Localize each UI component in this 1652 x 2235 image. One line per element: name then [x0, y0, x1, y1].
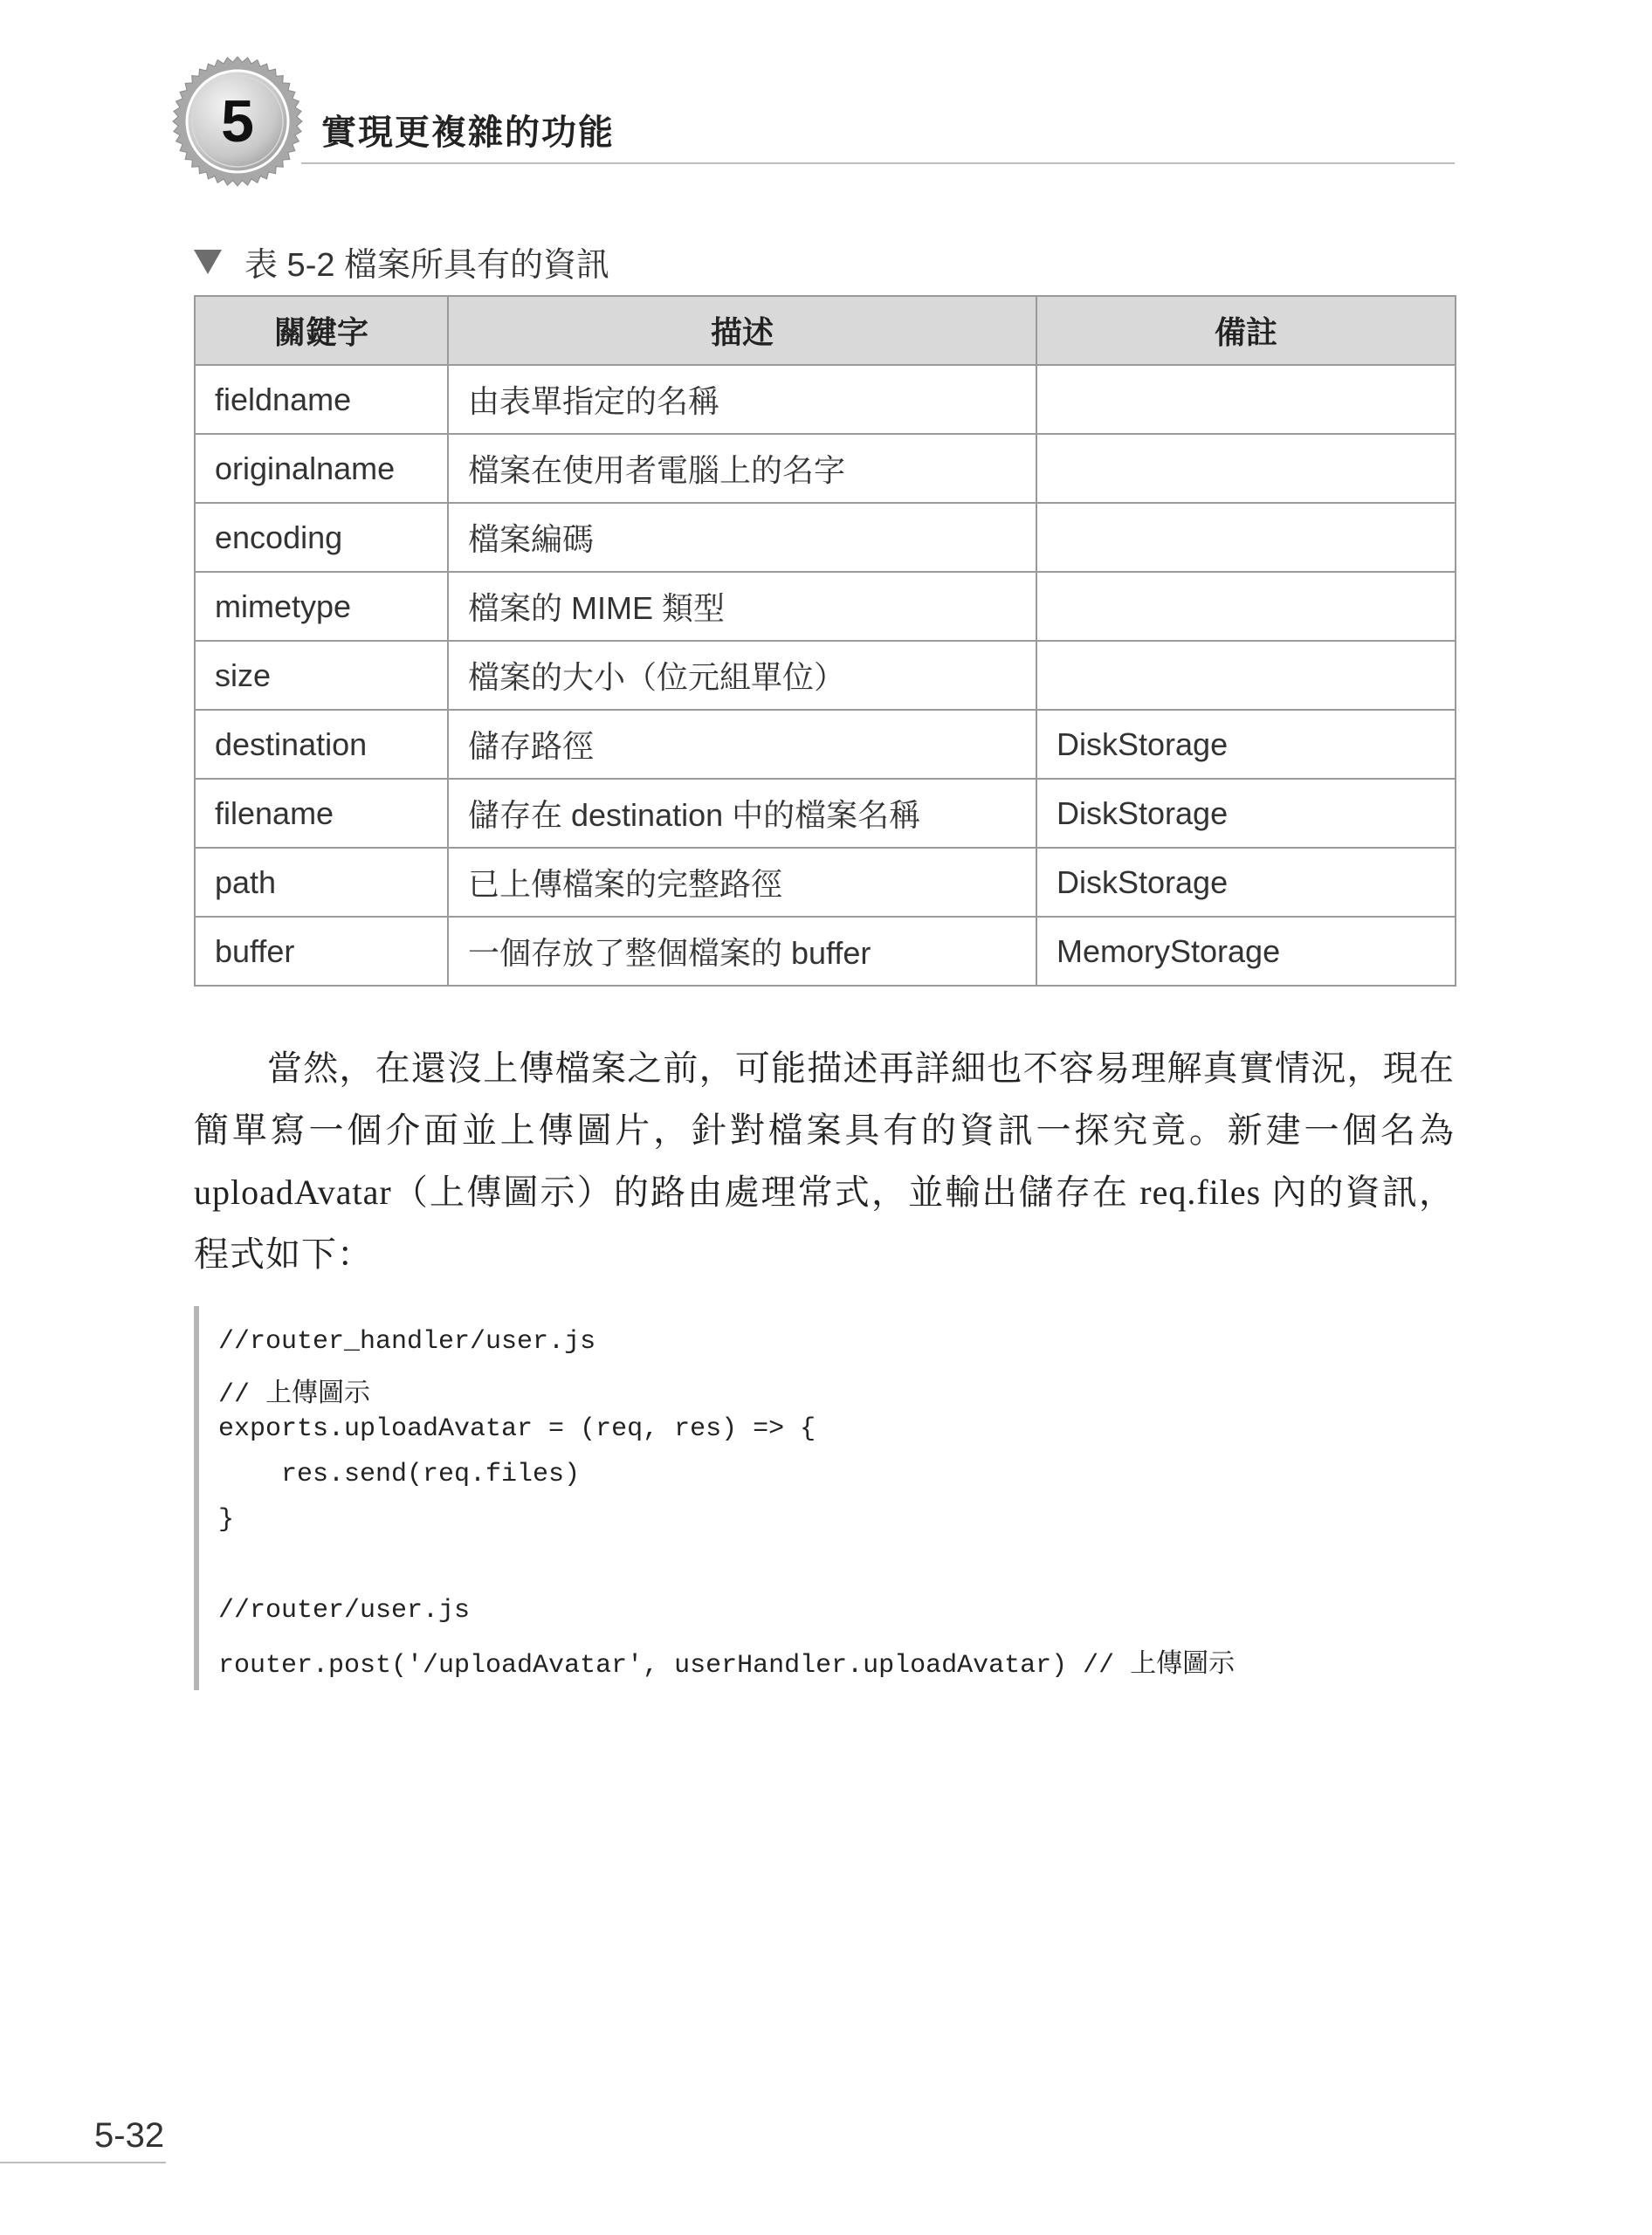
- code-line: //router_handler/user.js: [218, 1327, 596, 1357]
- cell-keyword: destination: [195, 710, 448, 779]
- cell-keyword: fieldname: [195, 365, 448, 434]
- code-line: // 上傳圖示: [218, 1380, 371, 1410]
- cell-description: 檔案的大小（位元組單位）: [448, 641, 1036, 710]
- chapter-badge: [172, 56, 303, 187]
- cell-keyword: size: [195, 641, 448, 710]
- table-row: [195, 503, 1456, 572]
- table-caption-text: 表 5-2 檔案所具有的資訊: [244, 247, 610, 284]
- code-block: [194, 1306, 1460, 1690]
- cell-note: DiskStorage: [1036, 848, 1456, 917]
- column-header-description: 描述: [448, 296, 1036, 365]
- table-row: [195, 641, 1456, 710]
- cell-note: [1036, 503, 1456, 572]
- table-row: [195, 848, 1456, 917]
- cell-note: MemoryStorage: [1036, 917, 1456, 986]
- table-row: [195, 365, 1456, 434]
- cell-description: 檔案編碼: [448, 503, 1036, 572]
- cell-note: [1036, 365, 1456, 434]
- table-row: [195, 779, 1456, 848]
- cell-description: 由表單指定的名稱: [448, 365, 1036, 434]
- caption-triangle-icon: [194, 250, 222, 274]
- code-line: //router/user.js: [218, 1596, 471, 1626]
- table-row: [195, 434, 1456, 503]
- cell-note: [1036, 572, 1456, 641]
- code-line: res.send(req.files): [218, 1460, 581, 1489]
- table-row: [195, 572, 1456, 641]
- cell-keyword: buffer: [195, 917, 448, 986]
- cell-description: 一個存放了整個檔案的 buffer: [448, 917, 1036, 986]
- cell-note: [1036, 434, 1456, 503]
- cell-description: 檔案的 MIME 類型: [448, 572, 1036, 641]
- cell-keyword: mimetype: [195, 572, 448, 641]
- chapter-number: 5: [221, 88, 254, 155]
- table-row: [195, 710, 1456, 779]
- cell-keyword: encoding: [195, 503, 448, 572]
- cell-keyword: filename: [195, 779, 448, 848]
- cell-keyword: originalname: [195, 434, 448, 503]
- header-divider: [301, 162, 1455, 164]
- body-paragraph: 當然，在還沒上傳檔案之前，可能描述再詳細也不容易理解真實情況，現在簡單寫一個介面並上傳圖片，針對檔案具有的資訊一探究竟。新建一個名為 uploadAvatar（上傳圖示）的路由處理常式，並輸出儲存在 req.files 內的資訊，程式如下：: [194, 1049, 1455, 1274]
- column-header-note: 備註: [1036, 296, 1456, 365]
- cell-keyword: path: [195, 848, 448, 917]
- chapter-title: 實現更複雜的功能: [321, 113, 615, 152]
- cell-note: DiskStorage: [1036, 710, 1456, 779]
- cell-description: 儲存在 destination 中的檔案名稱: [448, 779, 1036, 848]
- code-line: }: [218, 1505, 235, 1535]
- page-number: 5-32: [94, 2116, 165, 2155]
- chapter-badge-seal-icon: [172, 56, 303, 187]
- cell-description: 已上傳檔案的完整路徑: [448, 848, 1036, 917]
- table-row: [195, 917, 1456, 986]
- column-header-keyword: 關鍵字: [195, 296, 448, 365]
- table-caption: [194, 237, 609, 285]
- file-info-table: [194, 295, 1456, 987]
- table-header-row: [195, 296, 1456, 365]
- cell-description: 檔案在使用者電腦上的名字: [448, 434, 1036, 503]
- code-line: router.post('/uploadAvatar', userHandler.uploadAvatar) // 上傳圖示: [218, 1651, 1236, 1681]
- footer-divider: [0, 2162, 166, 2163]
- cell-note: DiskStorage: [1036, 779, 1456, 848]
- cell-description: 儲存路徑: [448, 710, 1036, 779]
- cell-note: [1036, 641, 1456, 710]
- code-line: exports.uploadAvatar = (req, res) => {: [218, 1414, 816, 1444]
